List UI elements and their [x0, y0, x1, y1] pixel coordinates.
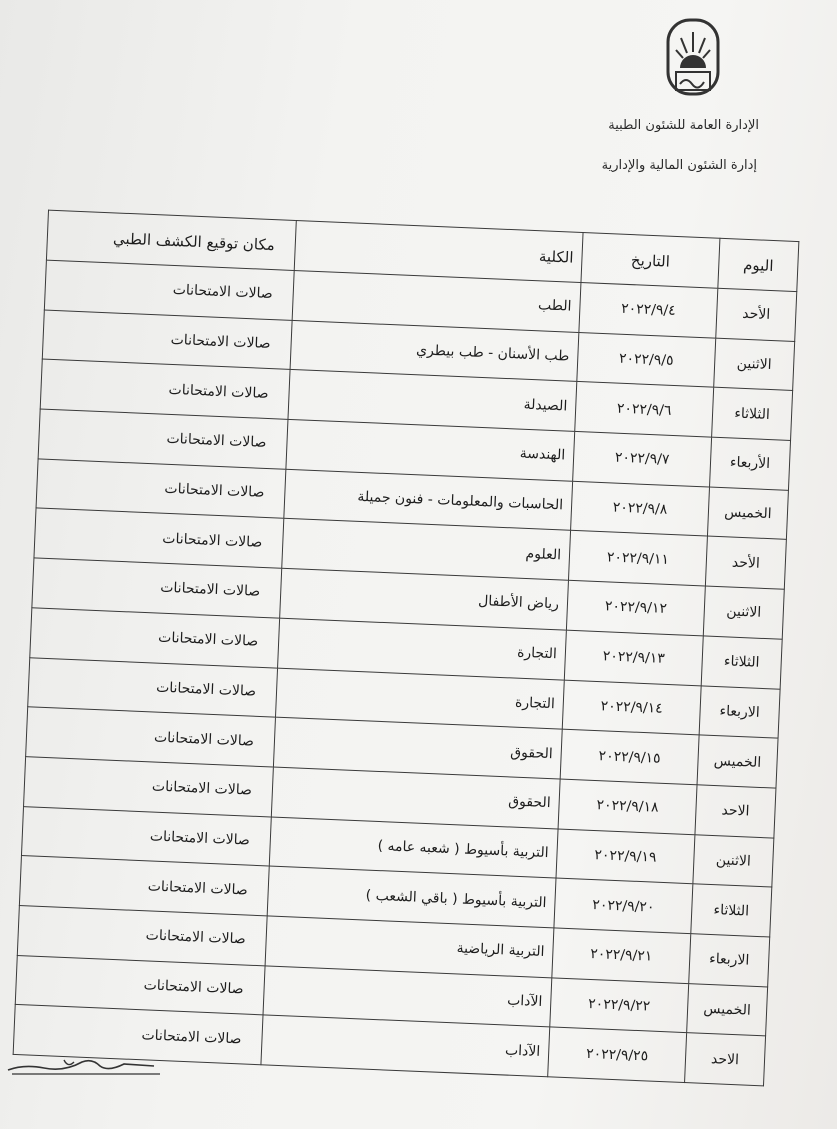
- header-faculty: الكلية: [294, 221, 583, 283]
- cell-faculty: العلوم: [282, 519, 571, 581]
- cell-place: صالات الامتحانات: [28, 657, 278, 717]
- cell-date: ٢٠٢٢/٩/١٣: [564, 630, 703, 685]
- cell-day: الاحد: [695, 785, 776, 838]
- cell-faculty: التربية بأسيوط ( باقي الشعب ): [267, 866, 556, 928]
- cell-day: الاربعاء: [689, 934, 770, 987]
- cell-day: الاثنين: [714, 338, 795, 391]
- cell-faculty: طب الأسنان - طب بيطري: [290, 320, 579, 382]
- cell-day: الخميس: [697, 735, 778, 788]
- cell-date: ٢٠٢٢/٩/٧: [573, 431, 712, 486]
- cell-day: الاحد: [685, 1033, 766, 1086]
- cell-faculty: التجارة: [275, 668, 564, 730]
- university-logo-icon: [664, 18, 722, 98]
- cell-place: صالات الامتحانات: [40, 359, 290, 419]
- cell-day: الاربعاء: [699, 685, 780, 738]
- cell-date: ٢٠٢٢/٩/٥: [577, 332, 716, 387]
- cell-place: صالات الامتحانات: [13, 1005, 263, 1065]
- cell-date: ٢٠٢٢/٩/٤: [579, 283, 718, 338]
- cell-place: صالات الامتحانات: [17, 905, 267, 965]
- cell-place: صالات الامتحانات: [21, 806, 271, 866]
- cell-faculty: الحقوق: [273, 717, 562, 779]
- cell-day: الأربعاء: [710, 437, 791, 490]
- schedule-table: [13, 210, 800, 1087]
- cell-faculty: التربية الرياضية: [265, 916, 554, 978]
- cell-date: ٢٠٢٢/٩/٢١: [552, 928, 691, 983]
- cell-faculty: رياض الأطفال: [280, 568, 569, 630]
- cell-day: الخميس: [707, 487, 788, 540]
- cell-day: الثلاثاء: [701, 636, 782, 689]
- signature-icon: [4, 1050, 164, 1080]
- cell-place: صالات الامتحانات: [44, 260, 294, 320]
- cell-day: الأحد: [705, 536, 786, 589]
- cell-day: الاثنين: [703, 586, 784, 639]
- cell-faculty: الآداب: [261, 1015, 550, 1077]
- cell-day: الاثنين: [693, 834, 774, 887]
- cell-place: صالات الامتحانات: [34, 508, 284, 568]
- cell-date: ٢٠٢٢/٩/١٢: [566, 580, 705, 635]
- header-place: مكان توقيع الكشف الطبي: [46, 210, 296, 270]
- header-date: التاريخ: [581, 233, 720, 289]
- cell-date: ٢٠٢٢/٩/٨: [571, 481, 710, 536]
- cell-date: ٢٠٢٢/٩/١٥: [560, 729, 699, 784]
- schedule-table-wrapper: [13, 210, 800, 1087]
- cell-place: صالات الامتحانات: [36, 459, 286, 519]
- cell-day: الأحد: [716, 288, 797, 341]
- cell-date: ٢٠٢٢/٩/١٨: [558, 779, 697, 834]
- cell-place: صالات الامتحانات: [26, 707, 276, 767]
- cell-faculty: التربية بأسيوط ( شعبه عامه ): [269, 817, 558, 879]
- cell-date: ٢٠٢٢/٩/١١: [568, 531, 707, 586]
- department-title: الإدارة العامة للشئون الطبية: [608, 118, 759, 133]
- header-day: اليوم: [718, 238, 799, 291]
- table-body: [13, 260, 797, 1086]
- cell-place: صالات الامتحانات: [15, 955, 265, 1015]
- cell-date: ٢٠٢٢/٩/٢٢: [550, 978, 689, 1033]
- cell-place: صالات الامتحانات: [24, 757, 274, 817]
- cell-faculty: الهندسة: [286, 419, 575, 481]
- cell-faculty: الطب: [292, 270, 581, 332]
- cell-date: ٢٠٢٢/٩/٢٥: [548, 1027, 687, 1082]
- cell-place: صالات الامتحانات: [38, 409, 288, 469]
- cell-place: صالات الامتحانات: [32, 558, 282, 618]
- cell-faculty: الصيدلة: [288, 370, 577, 432]
- cell-faculty: الحقوق: [271, 767, 560, 829]
- cell-faculty: الحاسبات والمعلومات - فنون جميلة: [284, 469, 573, 531]
- cell-date: ٢٠٢٢/٩/١٩: [556, 829, 695, 884]
- cell-faculty: الآداب: [263, 966, 552, 1028]
- cell-faculty: التجارة: [278, 618, 567, 680]
- cell-date: ٢٠٢٢/٩/٦: [575, 382, 714, 437]
- cell-day: الثلاثاء: [691, 884, 772, 937]
- cell-place: صالات الامتحانات: [19, 856, 269, 916]
- cell-place: صالات الامتحانات: [42, 310, 292, 370]
- cell-day: الثلاثاء: [712, 388, 793, 441]
- cell-date: ٢٠٢٢/٩/١٤: [562, 680, 701, 735]
- cell-day: الخميس: [687, 983, 768, 1036]
- cell-date: ٢٠٢٢/٩/٢٠: [554, 878, 693, 933]
- sub-department-title: إدارة الشئون المالية والإدارية: [601, 158, 757, 173]
- cell-place: صالات الامتحانات: [30, 608, 280, 668]
